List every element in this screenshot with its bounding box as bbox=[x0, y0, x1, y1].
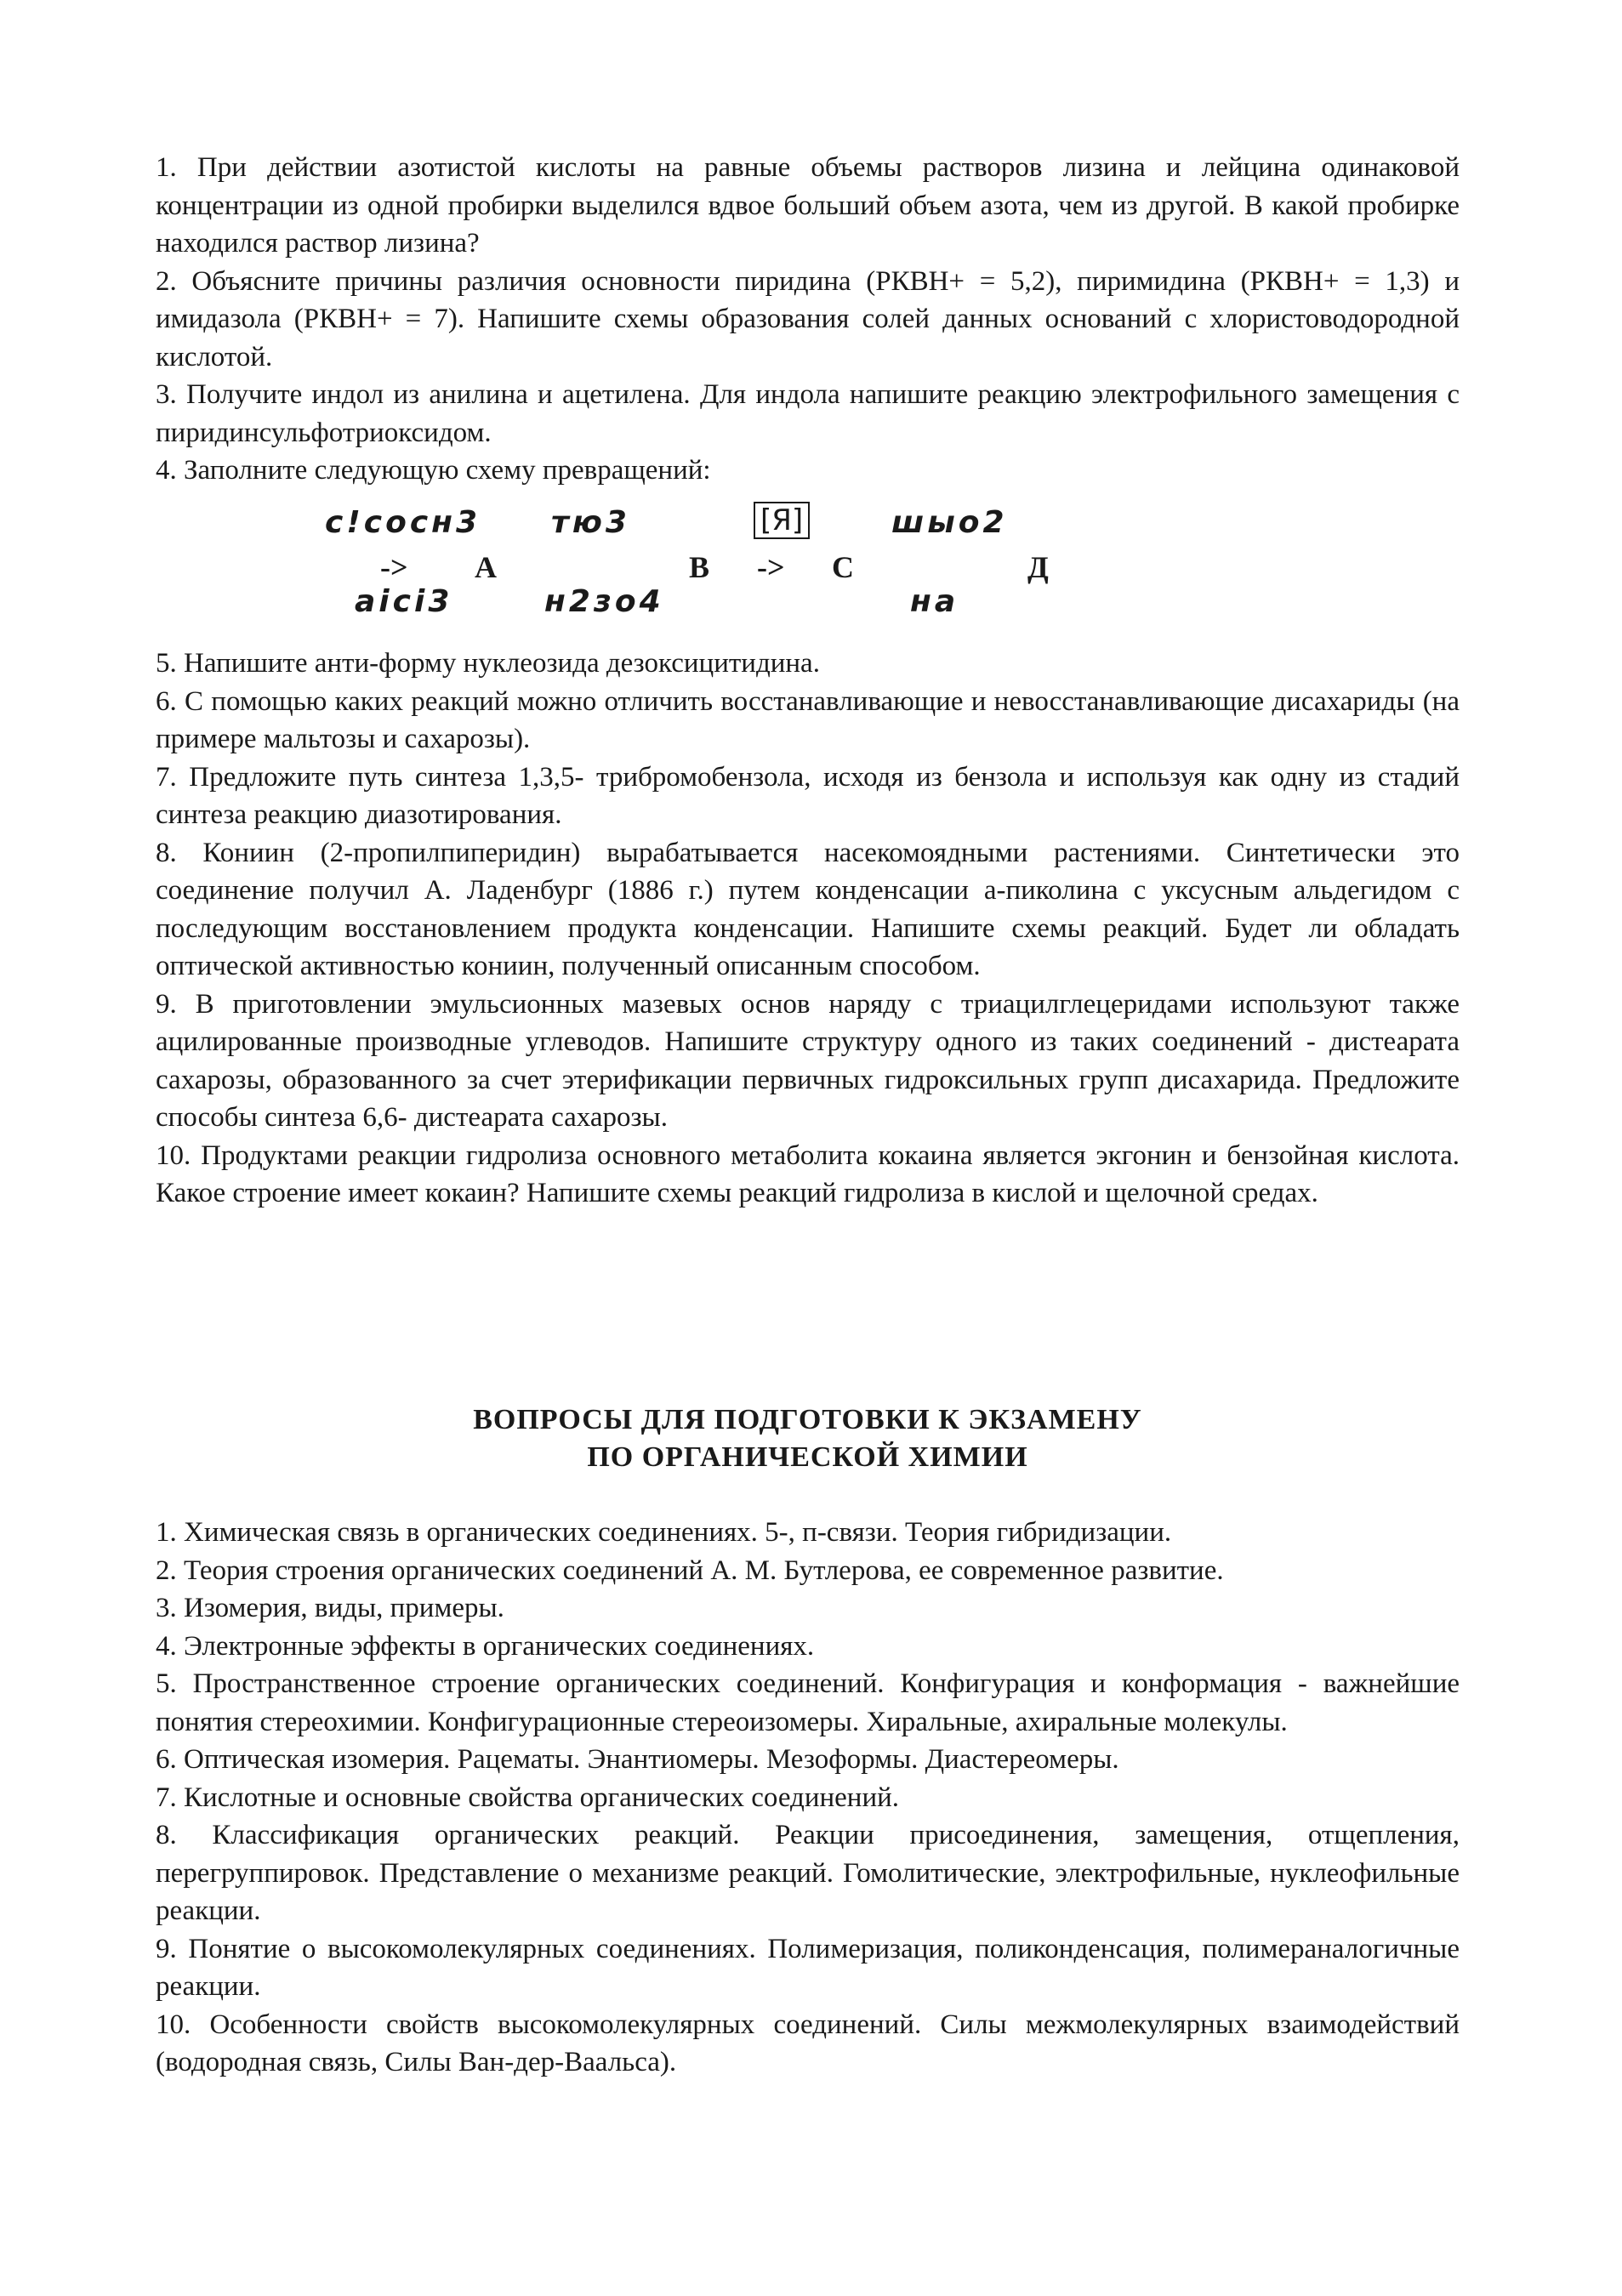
scheme-arrow-2: -> bbox=[757, 550, 785, 584]
task-6: 6. С помощью каких реакций можно отличить восстанавливающие и невосстанавливающие дисахариды (на примере мальтозы и сахарозы). bbox=[156, 685, 1460, 754]
scheme-reagent-2-bottom: н2зо4 bbox=[544, 584, 664, 619]
task-1: 1. При действии азотистой кислоты на равные объемы растворов лизина и лейцина одинаковой концентрации из одной пробирки выделился вдвое больший объем азота, чем из другой. В какой пробирке находился раствор лизина? bbox=[156, 152, 1460, 259]
question-5: 5. Пространственное строение органических соединений. Конфигурация и конформация - важнейшие понятия стереохимии. Конфигурационные стереоизомеры. Хиральные, ахиральные молекулы. bbox=[156, 1668, 1460, 1737]
scheme-product-c: С bbox=[832, 550, 854, 584]
scheme-reagent-1-top: с!сосн3 bbox=[325, 505, 481, 540]
task-2: 2. Объясните причины различия основности пиридина (РКВН+ = 5,2), пиримидина (РКВН+ = 1,3) и имидазола (РКВН+ = 7). Напишите схемы образования солей данных оснований с хлористоводородной кислотой. bbox=[156, 265, 1460, 372]
task-4: 4. Заполните следующую схему превращений: bbox=[156, 455, 711, 486]
question-4: 4. Электронные эффекты в органических соединениях. bbox=[156, 1630, 815, 1662]
exam-questions-list bbox=[156, 1514, 1460, 2082]
scheme-product-d: Д bbox=[1027, 550, 1049, 584]
task-3: 3. Получите индол из анилина и ацетилена. Для индола напишите реакцию электрофильного замещения с пиридинсульфотриоксидом. bbox=[156, 379, 1460, 448]
task-10: 10. Продуктами реакции гидролиза основного метаболита кокаина является экгонин и бензойная кислота. Какое строение имеет кокаин? Напишите схемы реакций гидролиза в кислой и щелочной средах. bbox=[156, 1139, 1460, 1208]
question-2: 2. Теория строения органических соединений А. М. Бутлерова, ее современное развитие. bbox=[156, 1554, 1224, 1586]
tasks-section-top bbox=[156, 149, 1460, 490]
scheme-reagent-2-top: тю3 bbox=[551, 505, 630, 540]
question-6: 6. Оптическая изомерия. Рацематы. Энантиомеры. Мезоформы. Диастереомеры. bbox=[156, 1744, 1119, 1775]
question-3: 3. Изомерия, виды, примеры. bbox=[156, 1593, 504, 1623]
scheme-product-a: А bbox=[475, 550, 497, 584]
task-5: 5. Напишите анти-форму нуклеозида дезоксицитидина. bbox=[156, 648, 820, 679]
exam-heading-line-1: ВОПРОСЫ ДЛЯ ПОДГОТОВКИ К ЭКЗАМЕНУ bbox=[473, 1404, 1142, 1435]
scheme-arrow-1: -> bbox=[380, 550, 408, 584]
scheme-reagent-4-top: шыо2 bbox=[891, 505, 1008, 540]
scheme-reagent-4-bottom: на bbox=[910, 584, 959, 619]
scheme-reagent-1-bottom: аіcі3 bbox=[355, 584, 453, 619]
exam-heading-line-2: ПО ОРГАНИЧЕСКОЙ ХИМИИ bbox=[587, 1441, 1028, 1473]
tasks-section-bottom bbox=[156, 645, 1460, 1213]
scheme-product-b: В bbox=[689, 550, 710, 584]
task-7: 7. Предложите путь синтеза 1,3,5- трибромобензола, исходя из бензола и используя как одну из стадий синтеза реакцию диазотирования. bbox=[156, 761, 1460, 830]
question-10: 10. Особенности свойств высокомолекулярных соединений. Силы межмолекулярных взаимодействий (водородная связь, Силы Ван-дер-Ваальса). bbox=[156, 2009, 1460, 2077]
task-9: 9. В приготовлении эмульсионных мазевых основ наряду с триацилглецеридами используют также ацилированные производные углеводов. Напишите структуру одного из таких соединений - дистеарата сахарозы, образованного за счет этерификации первичных гидроксильных групп дисахарида. Предложите способы синтеза 6,6- дистеарата сахарозы. bbox=[156, 988, 1460, 1133]
scheme-reagent-3-top: [Я] bbox=[754, 502, 810, 539]
question-9: 9. Понятие о высокомолекулярных соединениях. Полимеризация, поликонденсация, полимераналогичные реакции. bbox=[156, 1933, 1460, 2002]
question-1: 1. Химическая связь в органических соединениях. 5-, п-связи. Теория гибридизации. bbox=[156, 1517, 1172, 1548]
task-8: 8. Кониин (2-пропилпиперидин) вырабатывается насекомоядными растениями. Синтетически это соединение получил А. Ладенбург (1886 г.) путем конденсации а-пиколина с уксусным альдегидом с последующим восстановлением продукта конденсации. Напишите схемы реакций. Будет ли обладать оптической активностью кониин, полученный описанным способом. bbox=[156, 837, 1460, 981]
question-8: 8. Классификация органических реакций. Реакции присоединения, замещения, отщепления, перегруппировок. Представление о механизме реакций. Гомолитические, электрофильные, нуклеофильные реакции. bbox=[156, 1820, 1460, 1926]
question-7: 7. Кислотные и основные свойства органических соединений. bbox=[156, 1782, 900, 1813]
